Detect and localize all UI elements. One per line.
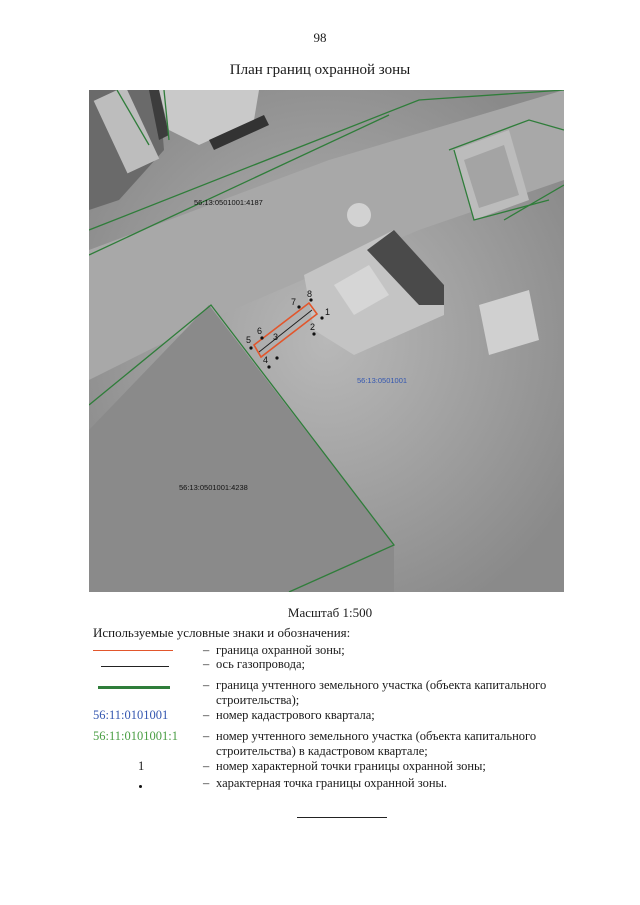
legend-row-characteristic-point <box>93 776 573 792</box>
quarter-number-symbol: 56:11:0101001 <box>93 708 169 722</box>
legend-row-point-number <box>93 759 573 775</box>
aerial-photo <box>89 90 564 592</box>
tree <box>347 203 371 227</box>
gas-axis-symbol <box>101 666 169 667</box>
point-label-3: 3 <box>273 332 279 342</box>
legend-dash: – <box>203 643 210 657</box>
legend-description: граница охранной зоны; <box>216 643 345 657</box>
point-label-5: 5 <box>246 335 252 345</box>
legend-dash: – <box>203 776 210 790</box>
quarter-number-label: 56:13:0501001 <box>357 376 408 385</box>
legend-dash: – <box>203 708 210 722</box>
legend-row-gas-axis <box>93 657 573 673</box>
legend-heading: Используемые условные знаки и обозначения: <box>93 625 351 640</box>
parcel-number-label: 56:13:0501001:4238 <box>179 483 248 492</box>
legend-row-parcel-number <box>93 729 573 759</box>
map-scale: Масштаб 1:500 <box>287 605 373 620</box>
parcel-number-symbol: 56:11:0101001:1 <box>93 729 178 743</box>
parcel-boundary-symbol <box>98 686 170 689</box>
legend-description: номер кадастрового квартала; <box>216 708 375 722</box>
cadastral-map <box>89 90 564 592</box>
legend-dash: – <box>203 678 210 692</box>
legend-description: ось газопровода; <box>216 657 306 671</box>
legend-row-parcel-boundary <box>93 678 573 708</box>
point-label-1: 1 <box>325 307 331 317</box>
legend-dash: – <box>203 759 210 773</box>
page-title: План границ охранной зоны <box>229 62 411 78</box>
point-label-8: 8 <box>307 289 313 299</box>
page-number: 98 <box>313 30 327 45</box>
parcel-number-label: 56:13:0501001:4187 <box>194 198 263 207</box>
point-label-6: 6 <box>257 326 263 336</box>
legend-description: граница учтенного земельного участка (объекта капитального строительства); <box>216 678 547 707</box>
point-label-7: 7 <box>291 297 297 307</box>
legend-description: номер характерной точки границы охранной зоны; <box>216 759 486 773</box>
point-number-symbol: 1 <box>138 759 145 773</box>
legend-dash: – <box>203 657 210 671</box>
characteristic-point-symbol <box>139 785 142 788</box>
legend-description: номер учтенного земельного участка (объекта капитального строительства) в кадастровом квартале; <box>216 729 537 758</box>
point-label-4: 4 <box>263 355 269 365</box>
closing-rule <box>297 817 387 818</box>
legend-description: характерная точка границы охранной зоны. <box>216 776 448 790</box>
zone-boundary-symbol <box>93 650 173 651</box>
point-label-2: 2 <box>310 322 316 332</box>
legend-row-quarter-number <box>93 708 573 724</box>
legend-dash: – <box>203 729 210 743</box>
